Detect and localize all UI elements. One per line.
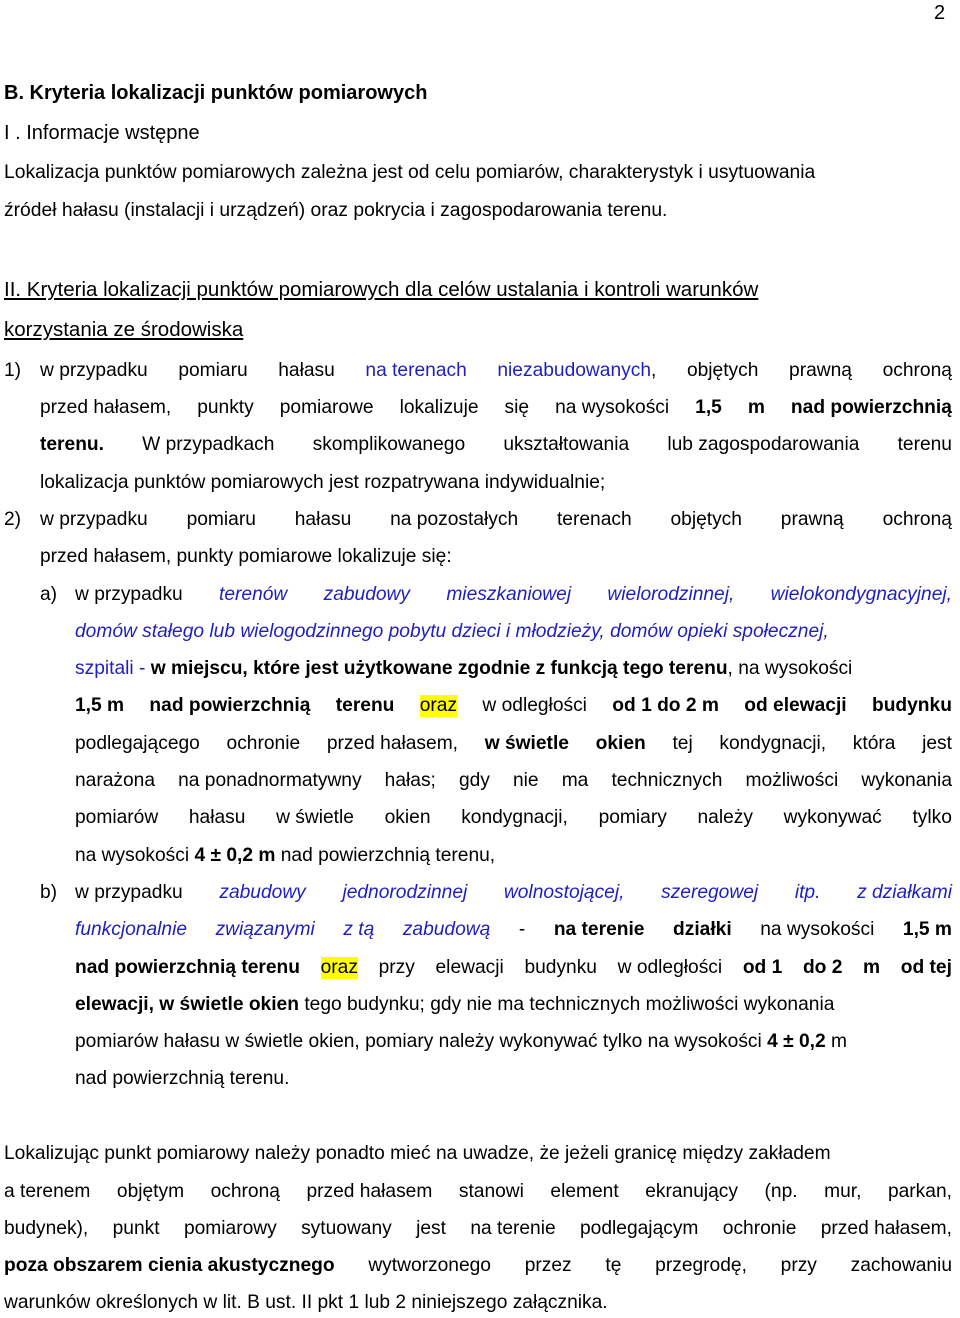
text-segment: która	[852, 733, 896, 754]
text-segment: do 2	[802, 957, 843, 978]
final-paragraph-line	[4, 1218, 952, 1240]
text-segment: od 1	[742, 957, 783, 978]
text-segment: tej	[672, 733, 693, 754]
text-segment: na pozostałych	[390, 509, 519, 530]
text-segment: możliwości	[745, 770, 839, 791]
text-segment: wielokondygnacyjnej,	[770, 584, 952, 605]
text-segment: przegrodę,	[655, 1255, 747, 1276]
section-i-line: Lokalizacja punktów pomiarowych zależna jest od celu pomiarów, charakterystyk i usytuowania	[4, 162, 816, 183]
text-segment: na wysokości	[555, 397, 670, 418]
section-i-line: źródeł hałasu (instalacji i urządzeń) oraz pokrycia i zagospodarowania terenu.	[4, 200, 668, 221]
text-segment: podlegającego	[75, 733, 200, 754]
text-segment: niezabudowanych	[497, 360, 651, 381]
text-segment: wolnostojącej,	[503, 882, 625, 903]
text-segment: pomiarów hałasu w świetle okien, pomiary należy wykonywać tylko na wysokości	[75, 1031, 762, 1052]
text-segment: 4 ± 0,2 m	[194, 845, 276, 866]
text-segment: przed hałasem,	[40, 397, 172, 418]
text-segment: pomiarów	[75, 807, 159, 828]
item-b-line	[75, 882, 952, 904]
text-segment: zabudową	[402, 919, 491, 940]
text-segment: lub zagospodarowania	[667, 434, 860, 455]
text-segment: przy	[378, 957, 415, 978]
text-segment: lokalizuje	[399, 397, 479, 418]
text-segment: szeregowej	[661, 882, 759, 903]
final-paragraph-line: warunków określonych w lit. B ust. II pkt 1 lub 2 niniejszego załącznika.	[4, 1292, 608, 1313]
text-segment: w przypadku	[75, 882, 183, 903]
text-segment: mieszkaniowej	[446, 584, 572, 605]
text-segment: hałasu	[188, 807, 246, 828]
text-segment: element	[550, 1181, 619, 1202]
text-segment: 1,5	[695, 397, 722, 418]
final-paragraph-line	[4, 1255, 952, 1277]
text-segment: na terenie	[553, 919, 645, 940]
document-heading: B. Kryteria lokalizacji punktów pomiarowych	[4, 82, 428, 104]
text-segment: ochronie	[722, 1218, 797, 1239]
item-b-line	[75, 994, 834, 1016]
item-b-line	[75, 919, 952, 941]
text-segment: terenu	[335, 695, 395, 716]
text-segment: hałas;	[384, 770, 436, 791]
item-1-number: 1)	[4, 360, 22, 381]
text-segment: okien	[595, 733, 646, 754]
final-paragraph-line	[4, 1143, 831, 1165]
text-segment: budynku	[524, 957, 597, 978]
item-a-line: domów stałego lub wielogodzinnego pobytu dzieci i młodzieży, domów opieki społecznej,	[75, 621, 829, 642]
text-segment: się	[504, 397, 530, 418]
text-segment: skomplikowanego	[312, 434, 466, 455]
text-segment: okien	[384, 807, 431, 828]
text-segment: tę	[605, 1255, 622, 1276]
text-segment: hałasu	[278, 360, 335, 381]
text-segment: ,	[651, 360, 657, 381]
text-segment: 1,5 m	[75, 695, 125, 716]
text-segment: wykonywać	[783, 807, 882, 828]
item-2-line: przed hałasem, punkty pomiarowe lokalizuje się:	[40, 546, 452, 567]
text-segment: funkcjonalnie	[75, 919, 188, 940]
text-segment: hałasu	[294, 509, 352, 530]
text-segment: przy	[780, 1255, 817, 1276]
text-segment: punkt pomiarowy należy ponadto mieć na uwadze, że jeżeli granicę między zakładem	[104, 1143, 831, 1164]
text-segment: przed hałasem	[306, 1181, 433, 1202]
text-segment: pomiarowe	[279, 397, 374, 418]
text-segment: szpitali -	[75, 658, 146, 679]
text-segment: wytworzonego	[368, 1255, 491, 1276]
text-segment: na ponadnormatywny	[178, 770, 362, 791]
highlighted-text: oraz	[419, 695, 458, 716]
item-2-line	[40, 509, 952, 531]
text-segment: objętych	[686, 360, 759, 381]
item-a-line	[75, 845, 495, 867]
text-segment: w świetle	[484, 733, 569, 754]
text-segment: jest	[416, 1218, 446, 1239]
item-a-line	[75, 695, 952, 717]
text-segment: nad powierzchnią terenu	[75, 957, 300, 978]
text-segment: ochroną	[882, 509, 952, 530]
text-segment: zabudowy	[219, 882, 306, 903]
text-segment: nad powierzchnią	[790, 397, 952, 418]
text-segment: wielorodzinnej,	[607, 584, 735, 605]
text-segment: elewacji, w świetle okien	[75, 994, 299, 1015]
text-segment: nad powierzchnią	[149, 695, 311, 716]
text-segment: Lokalizując	[4, 1143, 99, 1164]
item-2-number: 2)	[4, 509, 22, 530]
text-segment: elewacji	[435, 957, 504, 978]
text-segment: należy	[697, 807, 753, 828]
text-segment: prawną	[780, 509, 844, 530]
text-segment: m	[831, 1031, 847, 1052]
text-segment: w przypadku	[40, 360, 148, 381]
text-segment: terenów	[219, 584, 288, 605]
text-segment: na wysokości	[760, 919, 875, 940]
item-1-line	[40, 360, 952, 382]
text-segment: pomiaru	[186, 509, 256, 530]
text-segment: technicznych	[611, 770, 723, 791]
text-segment: zachowaniu	[850, 1255, 952, 1276]
text-segment: zabudowy	[323, 584, 411, 605]
text-segment: tego budynku; gdy nie ma technicznych możliwości wykonania	[304, 994, 835, 1015]
item-a-label: a)	[40, 584, 58, 605]
text-segment: w przypadku	[40, 509, 148, 530]
text-segment: przez	[524, 1255, 572, 1276]
item-a-line	[75, 584, 952, 606]
text-segment: narażona	[75, 770, 156, 791]
text-segment: nad powierzchnią terenu,	[280, 845, 496, 866]
text-segment: na terenach	[365, 360, 467, 381]
text-segment: ekranujący	[645, 1181, 738, 1202]
page-number: 2	[934, 2, 946, 24]
text-segment: pomiary	[598, 807, 667, 828]
text-segment: ochroną	[882, 360, 952, 381]
text-segment: itp.	[794, 882, 821, 903]
text-segment: przed hałasem,	[820, 1218, 952, 1239]
text-segment: (np.	[764, 1181, 798, 1202]
text-segment: terenu.	[40, 434, 104, 455]
text-segment: sytuowany	[301, 1218, 392, 1239]
text-segment: od tej	[900, 957, 952, 978]
text-segment: jest	[922, 733, 952, 754]
text-segment: m	[747, 397, 765, 418]
text-segment: ochroną	[210, 1181, 280, 1202]
text-segment: z działkami	[857, 882, 952, 903]
text-segment: w przypadku	[75, 584, 183, 605]
text-segment: terenach	[556, 509, 632, 530]
text-segment: a terenem	[4, 1181, 91, 1202]
item-1-line	[40, 397, 952, 419]
item-b-line: nad powierzchnią terenu.	[75, 1068, 290, 1089]
text-segment: z tą	[343, 919, 375, 940]
text-segment: pomiaru	[178, 360, 248, 381]
text-segment: jednorodzinnej	[342, 882, 468, 903]
item-1-line	[40, 434, 952, 456]
text-segment: 1,5 m	[902, 919, 952, 940]
text-segment: stanowi	[458, 1181, 524, 1202]
item-b-line	[75, 957, 952, 979]
text-segment: działki	[673, 919, 732, 940]
section-ii-heading: II. Kryteria lokalizacji punktów pomiarowych dla celów ustalania i kontroli warunków	[4, 278, 759, 301]
text-segment: m	[863, 957, 881, 978]
text-segment: terenu	[897, 434, 952, 455]
text-segment: przed hałasem,	[326, 733, 459, 754]
item-b-line	[75, 1031, 847, 1053]
text-segment: ochronie	[226, 733, 301, 754]
text-segment: W przypadkach	[142, 434, 275, 455]
text-segment: -	[518, 919, 526, 940]
item-1-line: lokalizacja punktów pomiarowych jest rozpatrywana indywidualnie;	[40, 472, 606, 493]
text-segment: mur,	[824, 1181, 862, 1202]
text-segment: wykonania	[861, 770, 952, 791]
section-i-heading: I . Informacje wstępne	[4, 122, 200, 144]
text-segment: parkan,	[887, 1181, 952, 1202]
item-a-line	[75, 733, 952, 755]
text-segment: gdy	[458, 770, 490, 791]
text-segment: budynku	[871, 695, 952, 716]
item-a-line	[75, 807, 952, 829]
item-b-label: b)	[40, 882, 58, 903]
text-segment: kondygnacji,	[719, 733, 827, 754]
text-segment: od 1 do 2 m	[612, 695, 719, 716]
text-segment: w odległości	[482, 695, 587, 716]
text-segment: na wysokości	[75, 845, 190, 866]
text-segment: poza obszarem cienia akustycznego	[4, 1255, 335, 1276]
text-segment: punkty	[197, 397, 254, 418]
text-segment: na terenie	[470, 1218, 556, 1239]
text-segment: tylko	[912, 807, 952, 828]
text-segment: prawną	[789, 360, 852, 381]
final-paragraph-line	[4, 1181, 952, 1203]
text-segment: w odległości	[617, 957, 723, 978]
text-segment: w miejscu, które jest użytkowane zgodnie z funkcją tego terenu	[150, 658, 728, 679]
item-a-line	[75, 658, 852, 680]
text-segment: punkt	[112, 1218, 160, 1239]
text-segment: nie	[513, 770, 539, 791]
text-segment: ma	[561, 770, 589, 791]
text-segment: od elewacji	[744, 695, 847, 716]
text-segment: związanymi	[215, 919, 315, 940]
text-segment: w świetle	[276, 807, 354, 828]
text-segment: podlegającym	[580, 1218, 699, 1239]
text-segment: ukształtowania	[503, 434, 630, 455]
text-segment: objętym	[116, 1181, 185, 1202]
text-segment: objętych	[670, 509, 742, 530]
text-segment: pomiarowy	[183, 1218, 277, 1239]
text-segment: 4 ± 0,2	[767, 1031, 826, 1052]
text-segment: kondygnacji,	[461, 807, 568, 828]
highlighted-text: oraz	[320, 957, 358, 978]
text-segment: budynek),	[4, 1218, 89, 1239]
text-segment: , na wysokości	[727, 658, 853, 679]
item-a-line	[75, 770, 952, 792]
section-ii-heading: korzystania ze środowiska	[4, 318, 244, 341]
